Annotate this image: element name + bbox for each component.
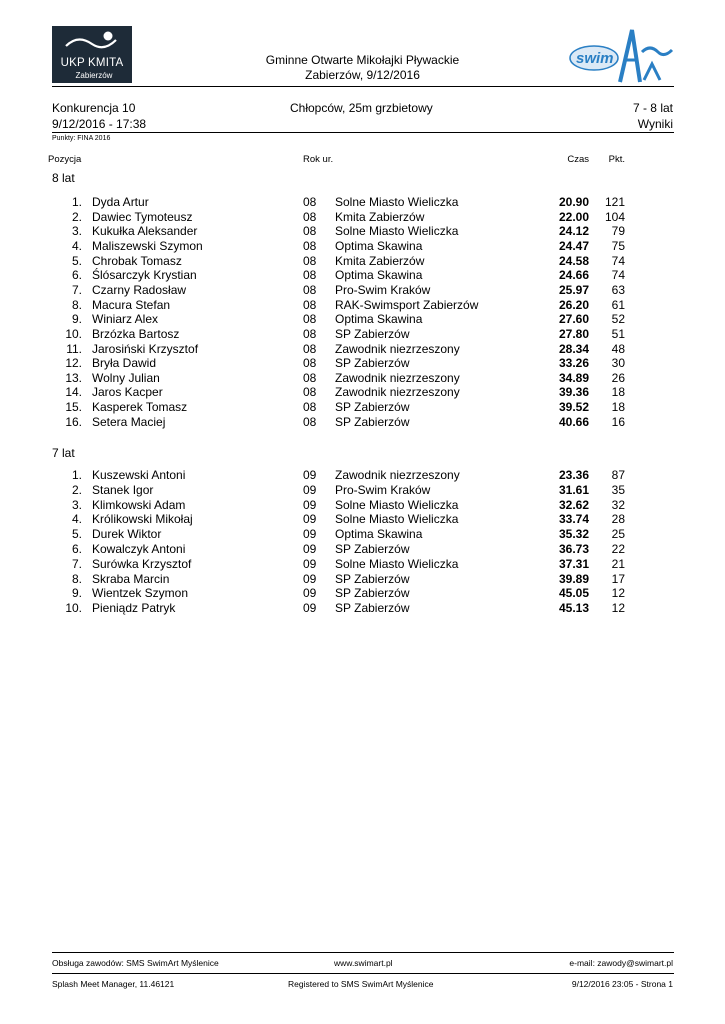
result-position: 2.	[71, 482, 82, 497]
swimmer-name: Czarny Radosław	[92, 282, 187, 297]
club-name: Kmita Zabierzów	[335, 209, 425, 224]
club-name: Solne Miasto Wieliczka	[335, 556, 459, 571]
result-points: 52	[611, 312, 625, 327]
swimmer-name: Wientzek Szymon	[92, 586, 189, 601]
club-name: Optima Skawina	[335, 268, 423, 283]
club-name: SP Zabierzów	[335, 326, 410, 341]
swimmer-name: Ślósarczyk Krystian	[92, 268, 197, 283]
result-time: 20.90	[558, 195, 589, 209]
club-name: Optima Skawina	[335, 238, 423, 253]
result-position: 9.	[71, 586, 82, 601]
table-row	[0, 385, 725, 400]
swimmer-name: Bryła Dawid	[92, 356, 157, 371]
year-of-birth: 08	[303, 268, 317, 283]
result-points: 17	[611, 571, 625, 586]
club-name: Zawodnik niezrzeszony	[335, 468, 460, 482]
result-position: 11.	[66, 341, 82, 356]
result-position: 16.	[65, 414, 82, 429]
swimmer-name: Winiarz Alex	[92, 312, 159, 327]
swimmer-name: Kukułka Aleksander	[92, 224, 198, 239]
table-row	[0, 415, 725, 430]
result-time: 27.80	[558, 326, 589, 341]
swimmer-name: Kowalczyk Antoni	[92, 542, 186, 556]
table-row	[0, 312, 725, 327]
table-row	[0, 254, 725, 269]
result-position: 10.	[65, 601, 82, 616]
club-name: SP Zabierzów	[335, 571, 410, 586]
result-position: 5.	[71, 527, 82, 542]
table-row	[0, 210, 725, 225]
year-of-birth: 09	[303, 542, 317, 556]
footer-website: www.swimart.pl	[334, 958, 393, 968]
table-row	[0, 356, 725, 371]
club-name: SP Zabierzów	[335, 586, 410, 601]
result-points: 18	[611, 400, 625, 415]
result-position: 5.	[71, 253, 82, 268]
year-of-birth: 08	[303, 385, 317, 400]
result-time: 32.62	[558, 497, 589, 512]
ukp-kmita-logo	[52, 26, 132, 83]
swimmer-name: Brzózka Bartosz	[92, 326, 180, 341]
logo-line2: Zabierzów	[75, 71, 113, 80]
event-datetime: 9/12/2016 - 17:38	[52, 117, 147, 131]
swim-logo-text: swim	[576, 50, 614, 67]
result-time: 36.73	[558, 542, 589, 556]
year-of-birth: 08	[303, 297, 317, 312]
year-of-birth: 09	[303, 556, 317, 571]
club-name: Pro-Swim Kraków	[335, 482, 431, 497]
col-header-position: Pozycja	[48, 154, 82, 165]
club-name: Optima Skawina	[335, 312, 423, 327]
result-time: 33.74	[558, 512, 589, 527]
table-row	[0, 298, 725, 313]
result-points: 121	[604, 195, 625, 209]
result-position: 15.	[65, 400, 82, 415]
club-name: Solne Miasto Wieliczka	[335, 512, 459, 527]
col-header-yob: Rok ur.	[303, 154, 334, 165]
result-points: 32	[611, 497, 625, 512]
club-name: Kmita Zabierzów	[335, 253, 425, 268]
year-of-birth: 08	[303, 414, 317, 429]
result-time: 24.58	[558, 253, 589, 268]
result-position: 3.	[71, 224, 82, 239]
swimmer-name: Klimkowski Adam	[92, 497, 186, 512]
result-position: 6.	[71, 542, 82, 556]
club-name: SP Zabierzów	[335, 601, 410, 616]
result-points: 30	[611, 356, 625, 371]
result-position: 12.	[65, 356, 82, 371]
swimmer-name: Pieniądz Patryk	[92, 601, 176, 616]
table-row	[0, 601, 725, 616]
result-time: 45.13	[558, 601, 589, 616]
club-name: SP Zabierzów	[335, 542, 410, 556]
table-row	[0, 400, 725, 415]
swimmer-name: Durek Wiktor	[92, 527, 162, 542]
club-name: Optima Skawina	[335, 527, 423, 542]
club-name: Solne Miasto Wieliczka	[335, 497, 459, 512]
table-row	[0, 371, 725, 386]
year-of-birth: 09	[303, 601, 317, 616]
table-row	[0, 512, 725, 527]
result-time: 40.66	[558, 414, 589, 429]
result-points: 35	[611, 482, 625, 497]
result-position: 10.	[65, 326, 82, 341]
result-points: 18	[611, 385, 625, 400]
points-note: Punkty: FINA 2016	[52, 135, 111, 142]
swimmer-name: Skraba Marcin	[92, 571, 170, 586]
swimmer-name: Setera Maciej	[92, 414, 166, 429]
table-row	[0, 483, 725, 498]
swimmer-name: Wolny Julian	[92, 370, 160, 385]
event-number: Konkurencja 10	[52, 101, 136, 115]
result-time: 24.12	[558, 224, 589, 239]
result-points: 21	[611, 556, 625, 571]
header-rule	[52, 86, 674, 87]
result-position: 14.	[65, 385, 82, 400]
event-kind: Wyniki	[637, 117, 673, 131]
swimmer-name: Stanek Igor	[92, 482, 154, 497]
footer-service: Obsługa zawodów: SMS SwimArt Myślenice	[52, 958, 219, 968]
result-points: 104	[604, 209, 625, 224]
year-of-birth: 08	[303, 400, 317, 415]
year-of-birth: 09	[303, 527, 317, 542]
result-points: 63	[611, 282, 625, 297]
result-position: 9.	[71, 312, 82, 327]
swimmer-name: Królikowski Mikołaj	[92, 512, 193, 527]
event-name: Chłopców, 25m grzbietowy	[290, 101, 433, 115]
result-points: 48	[611, 341, 625, 356]
table-row	[0, 224, 725, 239]
result-position: 7.	[71, 556, 82, 571]
swimmer-name: Macura Stefan	[92, 297, 171, 312]
result-position: 1.	[71, 195, 82, 209]
result-time: 39.89	[558, 571, 589, 586]
footer-printed: 9/12/2016 23:05 - Strona 1	[571, 979, 673, 989]
col-header-time: Czas	[567, 154, 589, 165]
footer-registered: Registered to SMS SwimArt Myślenice	[288, 979, 434, 989]
result-points: 51	[611, 326, 625, 341]
year-of-birth: 09	[303, 482, 317, 497]
result-time: 39.36	[558, 385, 589, 400]
meet-subtitle: Zabierzów, 9/12/2016	[305, 68, 420, 82]
result-position: 8.	[71, 571, 82, 586]
swimmer-name: Jaros Kacper	[92, 385, 163, 400]
year-of-birth: 08	[303, 224, 317, 239]
year-of-birth: 08	[303, 282, 317, 297]
result-points: 26	[611, 370, 625, 385]
meet-title: Gminne Otwarte Mikołajki Pływackie	[265, 53, 460, 67]
result-points: 12	[611, 586, 625, 601]
result-points: 16	[611, 414, 625, 429]
year-of-birth: 08	[303, 341, 317, 356]
result-position: 8.	[71, 297, 82, 312]
result-points: 22	[611, 542, 625, 556]
swimmer-name: Dawiec Tymoteusz	[92, 209, 193, 224]
year-of-birth: 08	[303, 326, 317, 341]
footer-email: e-mail: zawody@swimart.pl	[569, 958, 673, 968]
swimart-mark-icon	[568, 24, 678, 86]
table-row	[0, 195, 725, 210]
swimmer-name: Kuszewski Antoni	[92, 468, 186, 482]
table-row	[0, 527, 725, 542]
swimmer-name: Maliszewski Szymon	[92, 238, 203, 253]
result-points: 28	[611, 512, 625, 527]
table-row	[0, 268, 725, 283]
group-title: 7 lat	[52, 446, 75, 460]
group-title: 8 lat	[52, 171, 75, 185]
result-position: 6.	[71, 268, 82, 283]
result-position: 4.	[71, 238, 82, 253]
result-points: 74	[611, 268, 625, 283]
swimart-logo	[568, 24, 678, 86]
table-row	[0, 542, 725, 557]
result-points: 87	[611, 468, 625, 482]
table-row	[0, 342, 725, 357]
event-age-range: 7 - 8 lat	[632, 101, 673, 115]
footer-rule	[52, 973, 674, 974]
club-name: SP Zabierzów	[335, 356, 410, 371]
table-row	[0, 586, 725, 601]
result-time: 33.26	[558, 356, 589, 371]
col-header-points: Pkt.	[608, 154, 625, 165]
year-of-birth: 09	[303, 571, 317, 586]
year-of-birth: 08	[303, 312, 317, 327]
year-of-birth: 08	[303, 253, 317, 268]
result-time: 23.36	[558, 468, 589, 482]
event-rule	[52, 132, 674, 133]
result-time: 24.66	[558, 268, 589, 283]
result-position: 7.	[71, 282, 82, 297]
result-points: 74	[611, 253, 625, 268]
year-of-birth: 08	[303, 238, 317, 253]
result-position: 2.	[71, 209, 82, 224]
swimmer-wave-icon	[52, 26, 132, 56]
result-points: 61	[611, 297, 625, 312]
result-time: 27.60	[558, 312, 589, 327]
swimmer-name: Jarosiński Krzysztof	[92, 341, 199, 356]
club-name: SP Zabierzów	[335, 414, 410, 429]
result-time: 34.89	[558, 370, 589, 385]
club-name: SP Zabierzów	[335, 400, 410, 415]
result-time: 24.47	[558, 238, 589, 253]
result-time: 26.20	[558, 297, 589, 312]
year-of-birth: 09	[303, 512, 317, 527]
table-row	[0, 239, 725, 254]
club-name: Solne Miasto Wieliczka	[335, 224, 459, 239]
swimmer-name: Chrobak Tomasz	[92, 253, 182, 268]
result-time: 39.52	[558, 400, 589, 415]
year-of-birth: 08	[303, 356, 317, 371]
result-position: 4.	[71, 512, 82, 527]
result-points: 25	[611, 527, 625, 542]
club-name: Zawodnik niezrzeszony	[335, 341, 460, 356]
result-time: 28.34	[558, 341, 589, 356]
club-name: RAK-Swimsport Zabierzów	[335, 297, 479, 312]
result-time: 22.00	[558, 209, 589, 224]
table-row	[0, 468, 725, 483]
result-points: 75	[611, 238, 625, 253]
club-name: Zawodnik niezrzeszony	[335, 370, 460, 385]
result-time: 35.32	[558, 527, 589, 542]
table-row	[0, 283, 725, 298]
footer-rule	[52, 952, 674, 953]
year-of-birth: 09	[303, 468, 317, 482]
year-of-birth: 09	[303, 497, 317, 512]
swimmer-name: Kasperek Tomasz	[92, 400, 188, 415]
year-of-birth: 08	[303, 195, 317, 209]
result-points: 79	[611, 224, 625, 239]
table-row	[0, 557, 725, 572]
club-name: Zawodnik niezrzeszony	[335, 385, 460, 400]
club-name: Solne Miasto Wieliczka	[335, 195, 459, 209]
table-row	[0, 498, 725, 513]
result-time: 45.05	[558, 586, 589, 601]
logo-line1: UKP KMITA	[60, 57, 124, 69]
table-row	[0, 572, 725, 587]
swimmer-name: Dyda Artur	[92, 195, 149, 209]
year-of-birth: 09	[303, 586, 317, 601]
footer-software: Splash Meet Manager, 11.46121	[52, 979, 175, 989]
table-row	[0, 327, 725, 342]
club-name: Pro-Swim Kraków	[335, 282, 431, 297]
result-time: 25.97	[558, 282, 589, 297]
result-time: 37.31	[558, 556, 589, 571]
year-of-birth: 08	[303, 209, 317, 224]
year-of-birth: 08	[303, 370, 317, 385]
result-time: 31.61	[558, 482, 589, 497]
result-points: 12	[611, 601, 625, 616]
result-position: 3.	[71, 497, 82, 512]
result-position: 13.	[65, 370, 82, 385]
swimmer-name: Surówka Krzysztof	[92, 556, 192, 571]
result-position: 1.	[71, 468, 82, 482]
